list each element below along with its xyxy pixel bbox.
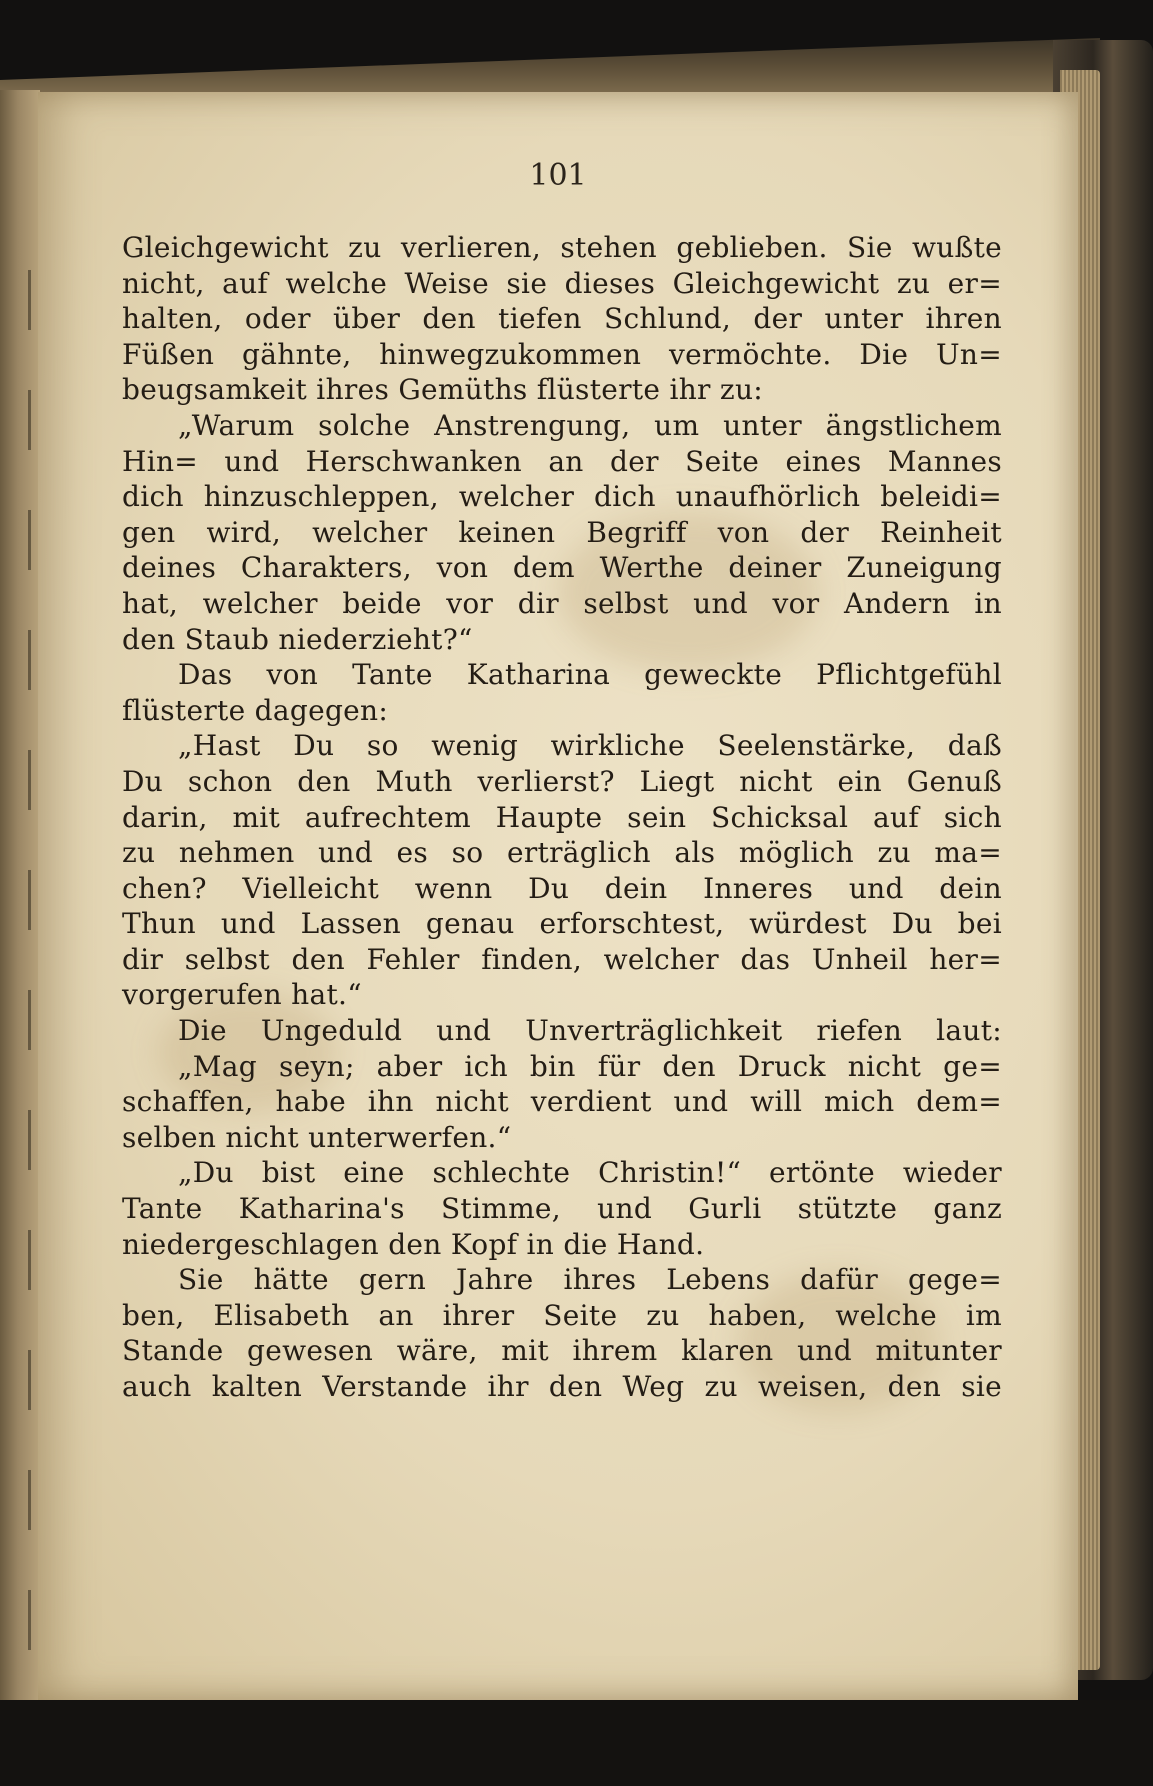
text-line: „Du bist eine schlechte Christin!“ ertönte wieder <box>178 1156 1002 1190</box>
page-number: 101 <box>529 158 587 193</box>
text-line: zu nehmen und es so erträglich als möglich zu ma= <box>122 836 1002 870</box>
text-line: Stande gewesen wäre, mit ihrem klaren und mitunter <box>122 1334 1002 1368</box>
text-line: hat, welcher beide vor dir selbst und vor Andern in <box>122 586 1002 620</box>
background-bottom <box>0 1700 1153 1786</box>
text-line: Gleichgewicht zu verlieren, stehen geblieben. Sie wußte <box>122 231 1002 264</box>
text-line: schaffen, habe ihn nicht verdient und will mich dem= <box>122 1085 1002 1119</box>
text-line: „Warum solche Anstrengung, um unter ängstlichem <box>178 408 1002 442</box>
text-line: niedergeschlagen den Kopf in die Hand. <box>122 1227 705 1261</box>
text-line: halten, oder über den tiefen Schlund, der unter ihren <box>122 302 1002 336</box>
text-line: dir selbst den Fehler finden, welcher das Unheil her= <box>122 942 1002 976</box>
text-line: Thun und Lassen genau erforschtest, würdest Du bei <box>122 907 1002 941</box>
text-line: darin, mit aufrechtem Haupte sein Schicksal auf sich <box>122 800 1002 834</box>
text-line: Du schon den Muth verlierst? Liegt nicht ein Genuß <box>122 764 1002 798</box>
text-line: beugsamkeit ihres Gemüths flüsterte ihr zu: <box>122 373 764 407</box>
left-page-edge <box>0 90 40 1710</box>
text-line: chen? Vielleicht wenn Du dein Inneres und dein <box>122 871 1002 905</box>
text-line: Die Ungeduld und Unverträglichkeit riefen laut: <box>178 1014 1002 1048</box>
text-line: Tante Katharina's Stimme, und Gurli stützte ganz <box>122 1192 1002 1226</box>
binding-marks <box>28 270 31 1650</box>
text-line: dich hinzuschleppen, welcher dich unaufhörlich beleidi= <box>122 480 1002 514</box>
body-text <box>122 230 1002 1405</box>
text-line: vorgerufen hat.“ <box>122 978 362 1012</box>
text-line: Hin= und Herschwanken an der Seite eines Mannes <box>122 444 1002 478</box>
text-line: „Hast Du so wenig wirkliche Seelenstärke, daß <box>178 729 1002 763</box>
text-line: nicht, auf welche Weise sie dieses Gleichgewicht zu er= <box>122 266 1002 300</box>
text-line: selben nicht unterwerfen.“ <box>122 1120 512 1154</box>
text-line: den Staub niederzieht?“ <box>122 622 473 656</box>
text-line: flüsterte dagegen: <box>122 693 389 727</box>
text-line: auch kalten Verstande ihr den Weg zu weisen, den sie <box>122 1370 1002 1403</box>
text-line: Das von Tante Katharina geweckte Pflichtgefühl <box>178 658 1002 692</box>
text-line: Sie hätte gern Jahre ihres Lebens dafür gege= <box>178 1263 1002 1297</box>
text-line: Füßen gähnte, hinwegzukommen vermöchte. Die Un= <box>122 337 1002 371</box>
text-line: „Mag seyn; aber ich bin für den Druck nicht ge= <box>178 1049 1002 1083</box>
text-line: deines Charakters, von dem Werthe deiner Zuneigung <box>122 551 1002 585</box>
text-line: ben, Elisabeth an ihrer Seite zu haben, welche im <box>122 1298 1002 1332</box>
text-line: gen wird, welcher keinen Begriff von der Reinheit <box>122 515 1002 549</box>
book-page <box>38 92 1078 1700</box>
